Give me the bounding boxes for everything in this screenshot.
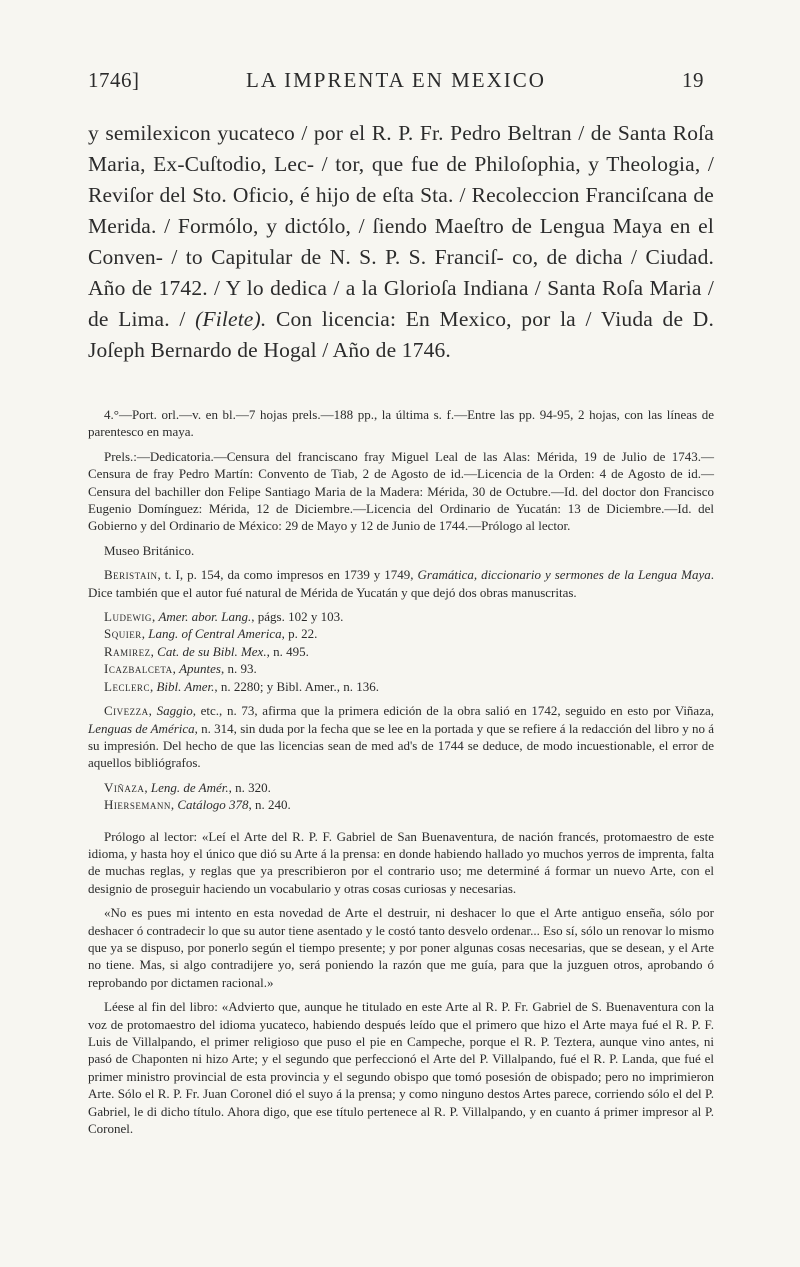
reference-line: [88, 643, 714, 660]
prologue-quote-2: «No es pues mi intento en esta novedad de Arte el destruir, ni deshacer lo que el Arte antiguo enseña, sólo por deshacer ó contradecir lo que su autor tiene asentado y le costó tanto desvelo ordenar... Eso sí, sólo un renovar lo mismo que ya se dispuso, por ponerlo según el tiempo presente; y por poner algunas cosas necesarias, que se desean, y el Arte no tiene. Mas, si algo contradijere yo, será poniendo la razón que me guía, para que la juzguen otros, aprobando ó reprobando por dictamen racional.»: [88, 905, 714, 990]
physical-description: 4.°—Port. orl.—v. en bl.—7 hojas prels.—188 pp., la última s. f.—Entre las pp. 94-95, 2 hojas, con las líneas de parentesco en maya.: [88, 407, 714, 440]
ref-title: Catálogo 378: [177, 797, 249, 813]
ref-text: ,: [144, 779, 151, 795]
preliminaries: Prels.:—Dedicatoria.—Censura del franciscano fray Miguel Leal de las Alas: Mérida, 19 de Julio de 1743.—Censura de fray Pedro Martín: Convento de Tiab, 2 de Agosto de id.—Licencia de la Orden: 4 de Agosto de id.—Censura del bachiller don Felipe Santiago Maria de la Madera: Mérida, 30 de Octubre.—Id. del doctor don Francisco Eugenio Domínguez: Mérida, 12 de Diciembre.—Licencia del Ordinario de Yucatán: 13 de Diciembre.—Id. del Gobierno y del Ordinario de México: 29 de Mayo y 12 de Junio de 1744.—Prólogo al lector.: [88, 448, 714, 534]
reference-line: [88, 796, 714, 813]
ref-author: Squier: [104, 626, 142, 642]
ref-text: , n. 240.: [248, 797, 291, 813]
ref-text: , n. 320.: [228, 779, 271, 795]
running-head-year: 1746]: [88, 68, 140, 92]
ref-author: Hiersemann: [104, 797, 171, 813]
ref-author: Ramirez: [104, 643, 151, 659]
ref-text: ,: [170, 797, 178, 813]
bibliographic-notes: [88, 406, 714, 1144]
ref-author: Icazbalceta: [104, 661, 173, 677]
ref-text: . Dice también que el autor fué natural de Mérida de Yucatán y que dejó dos obras manuscritas.: [88, 567, 714, 600]
reference-line: [88, 660, 714, 677]
ref-author: Viñaza: [104, 779, 145, 795]
ref-text: , págs. 102 y 103.: [251, 609, 344, 625]
reference-line: [88, 678, 714, 695]
filete-note: (Filete).: [195, 307, 267, 331]
title-text-end: Con licencia: En Mexico, por la / Viuda de D. Joſeph Bernardo de Hogal / Año de 1746.: [88, 307, 714, 362]
ref-text: , etc., n. 73, afirma que la primera edición de la obra salió en 1742, seguido en esto por Viñaza,: [192, 703, 714, 719]
beristain-note: [88, 566, 714, 601]
ref-title: Leng. de Amér.: [150, 779, 229, 795]
ref-title: Gramática, diccionario y sermones de la Lengua Maya: [417, 567, 711, 583]
ref-title: Lenguas de América: [88, 720, 195, 736]
ref-author: Beristain: [104, 567, 158, 583]
ref-author: Leclerc: [104, 678, 150, 694]
running-head-title: LA IMPRENTA EN MEXICO: [246, 68, 546, 92]
ref-text: ,: [150, 643, 158, 659]
colophon-note: Léese al fin del libro: «Advierto que, aunque he titulado en este Arte al R. P. Fr. Gabriel de S. Buenaventura con la voz de protomaestro del idioma yucateco, habiendo después leído que el primero que hizo el Arte maya fué el R. P. F. Luis de Villalpando, el primer religioso que puso el pie en Campeche, porque el R. P. Teztera, aunque vino antes, ni pasó de Chaponten ni hizo Arte; y el segundo que perfeccionó el Arte del P. Villalpando, fué el R. P. Landa, que fué el primer ministro provincial de esta provincia y el segundo obispo que tomó posesión de obispado; pero no imprimieron Arte. Sólo el R. P. Fr. Juan Coronel dió el suyo á la prensa; y como ninguno destos Artes parece, corriendo sólo el del P. Gabriel, le di dicho título. Ahora digo, que ese título pertenece al R. P. Villalpando, y en cuanto á primer impresor al P. Coronel.: [88, 999, 714, 1137]
title-text-main: y semilexicon yucateco / por el R. P. Fr. Pedro Beltran / de Santa Roſa Maria, Ex-Cuſtodio, Lec- / tor, que fue de Philoſophia, y Theologia, / Reviſor del Sto. Oficio, é hijo de eſta Sta. / Recoleccion Franciſcana de Merida. / Formólo, y dictólo, / ſiendo Maeſtro de Lengua Maya en el Conven- / to Capitular de N. S. P. S. Franciſ- co, de dicha / Ciudad. Año de 1742. / Y lo dedica / a la Glorioſa Indiana / Santa Roſa Maria / de Lima. /: [88, 121, 714, 331]
ref-text: , n. 93.: [221, 661, 257, 677]
ref-author: Civezza: [104, 703, 149, 719]
running-head: [88, 68, 704, 98]
ref-title: Lang. of Central America: [148, 626, 282, 642]
ref-title: Amer. abor. Lang.: [158, 609, 252, 625]
ref-text: , n. 495.: [266, 643, 309, 659]
ref-text: ,: [172, 661, 180, 677]
ref-text: ,: [141, 626, 149, 642]
ref-title: Cat. de su Bibl. Mex.: [157, 643, 267, 659]
title-transcription: [88, 118, 714, 366]
title-text: [88, 118, 714, 366]
ref-title: Saggio: [156, 703, 193, 719]
ref-text: ,: [151, 609, 159, 625]
ref-title: Bibl. Amer.: [156, 678, 215, 694]
ref-author: Ludewig: [104, 609, 152, 625]
reference-line: [88, 779, 714, 796]
ref-text: , n. 2280; y Bibl. Amer., n. 136.: [214, 678, 380, 694]
ref-text: , t. I, p. 154, da como impresos en 1739 y 1749,: [157, 567, 418, 583]
ref-title: Apuntes: [179, 661, 221, 677]
ref-text: ,: [149, 678, 157, 694]
reference-line: [88, 608, 714, 625]
reference-line: [88, 625, 714, 642]
page-number: 19: [682, 68, 704, 92]
ref-text: ,: [148, 703, 157, 719]
prologue-quote-1: Prólogo al lector: «Leí el Arte del R. P. F. Gabriel de San Buenaventura, de nación francés, protomaestro de este idioma, y hasta hoy el único que dió su Arte á la prensa: en donde habiendo hallado yo muchos yerros de imprenta, falta de muchas reglas, y reglas que ya prescribieron por el contrario uso; me determiné á formar un nuevo Arte, con el designio de proseguir haciendo un vocabulario y otras cosas curiosas y necesarias.: [88, 828, 714, 896]
ref-text: , n. 314, sin duda por la fecha que se lee en la portada y que se refiere á la redacción del libro y no á su impresión. Del hecho de que las licencias sean de med ad's de 1744 se deduce, de modo incuestionable, el error de aquellos bibliógrafos.: [88, 720, 714, 771]
ref-text: , p. 22.: [281, 626, 318, 642]
holding-library: Museo Británico.: [104, 542, 195, 558]
civezza-note: [88, 702, 714, 772]
